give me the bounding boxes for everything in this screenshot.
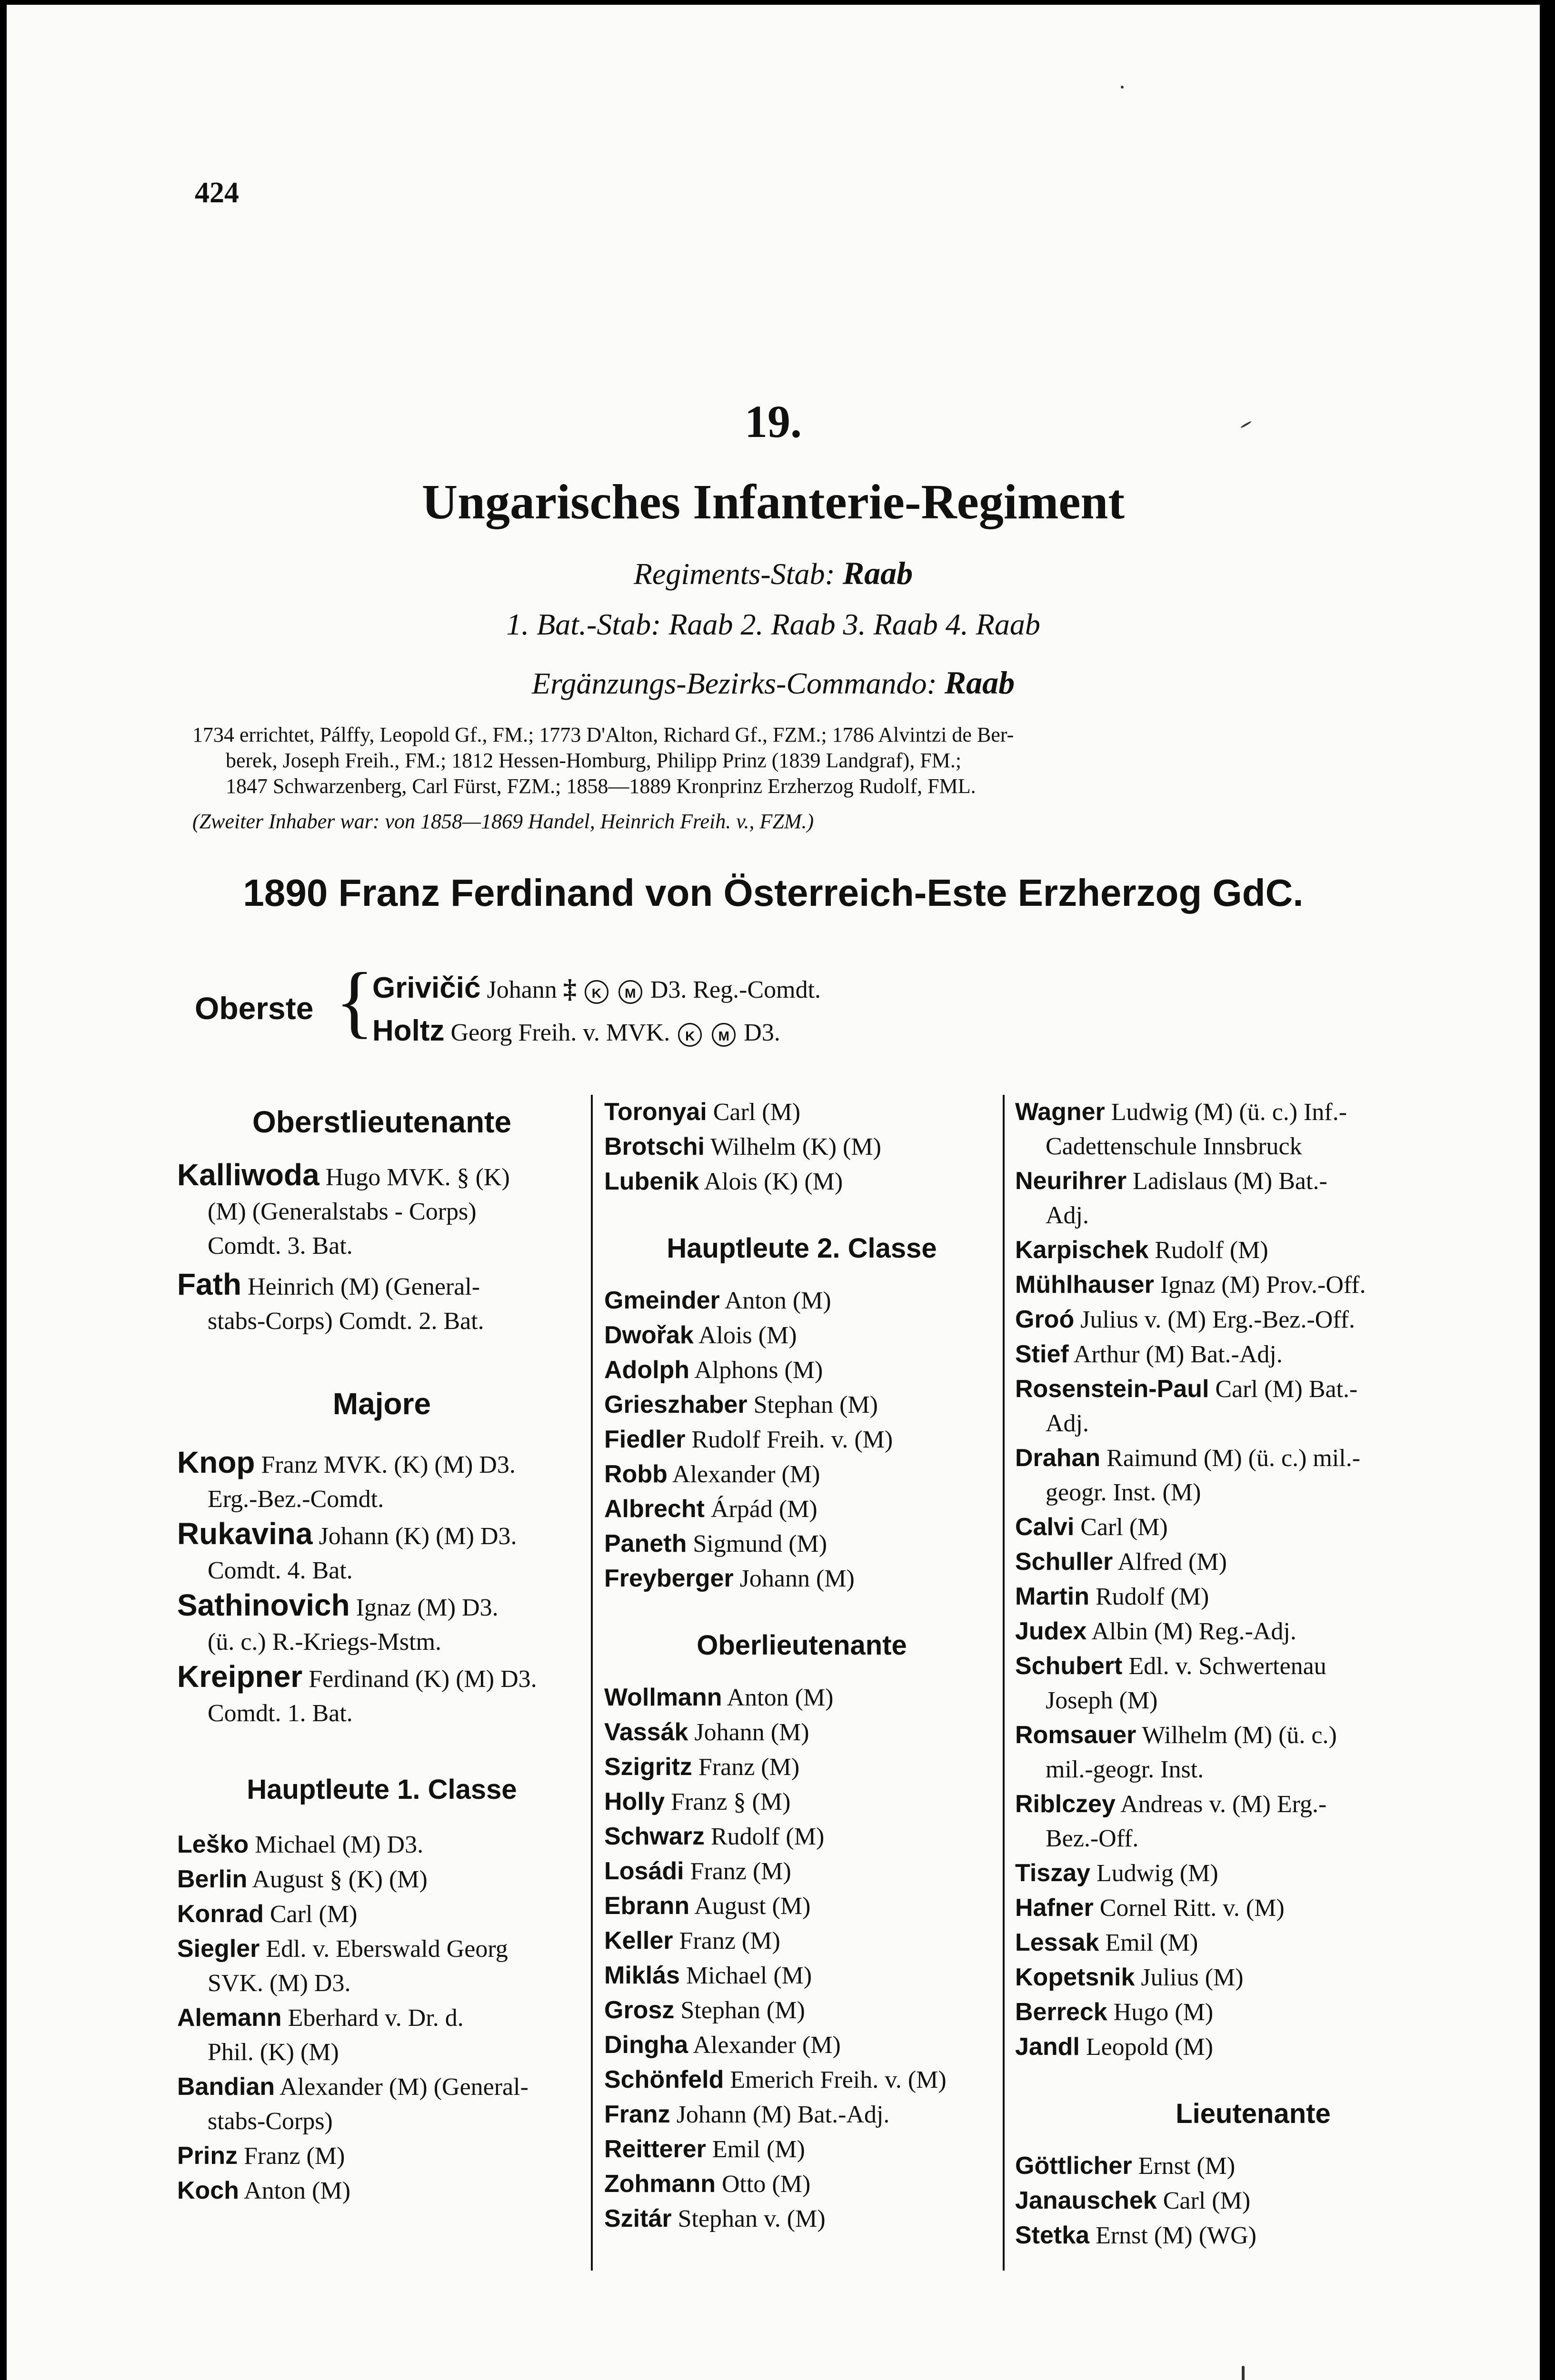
list-item: Lessak Emil (M)	[1015, 1929, 1198, 1956]
section-heading-lieutenante: Lieutenante	[1176, 2098, 1331, 2129]
erganzung-line	[7, 664, 1540, 702]
list-item: Szitár Stephan v. (M)	[604, 2205, 826, 2232]
list-item: Siegler Edl. v. Eberswald Georg	[177, 1935, 508, 1963]
list-item: Adj.	[1046, 1410, 1089, 1437]
list-item: Alemann Eberhard v. Dr. d.	[177, 2004, 464, 2032]
list-item: Toronyai Carl (M)	[604, 1098, 801, 1126]
list-item: Romsauer Wilhelm (M) (ü. c.)	[1015, 1721, 1337, 1749]
list-item: Franz Johann (M) Bat.-Adj.	[604, 2101, 890, 2128]
list-item: (ü. c.) R.-Kriegs-Mstm.	[208, 1628, 442, 1656]
list-item: Janauschek Carl (M)	[1015, 2187, 1251, 2214]
order-cross-icon: ‡	[563, 974, 577, 1004]
list-item: Brotschi Wilhelm (K) (M)	[604, 1133, 881, 1160]
column-2	[604, 1095, 999, 2236]
list-item: Hafner Cornel Ritt. v. (M)	[1015, 1894, 1285, 1922]
list-item: Dwořak Alois (M)	[604, 1321, 797, 1349]
history-line-3: 1847 Schwarzenberg, Carl Fürst, FZM.; 1858—1889 Kronprinz Erzherzog Rudolf, FML.	[226, 774, 976, 798]
list-item: Mühlhauser Ignaz (M) Prov.-Off.	[1015, 1271, 1366, 1299]
list-item: Wagner Ludwig (M) (ü. c.) Inf.-	[1015, 1098, 1347, 1126]
list-item: Rosenstein-Paul Carl (M) Bat.-	[1015, 1375, 1358, 1403]
list-item: Wollmann Anton (M)	[604, 1684, 834, 1711]
list-item: Knop Franz MVK. (K) (M) D3.	[177, 1445, 516, 1479]
list-item: Sathinovich Ignaz (M) D3.	[177, 1588, 498, 1622]
second-owner-note: (Zweiter Inhaber war: von 1858—1869 Handel, Heinrich Freih. v., FZM.)	[192, 810, 814, 833]
scan-speck	[1242, 2366, 1245, 2380]
list-item: Leško Michael (M) D3.	[177, 1831, 424, 1858]
list-item: stabs-Corps)	[208, 2108, 333, 2135]
list-item: Cadettenschule Innsbruck	[1046, 1133, 1302, 1160]
oberstlieutenante-list	[177, 1158, 587, 1339]
oberst-entry-2	[372, 1014, 780, 1048]
list-item: Berlin August § (K) (M)	[177, 1865, 428, 1893]
list-item: Jandl Leopold (M)	[1015, 2033, 1213, 2061]
list-item: Prinz Franz (M)	[177, 2142, 345, 2170]
regiment-owner: 1890 Franz Ferdinand von Österreich-Este Erzherzog GdC.	[243, 872, 1304, 914]
list-item: Miklás Michael (M)	[604, 1962, 812, 1989]
column-rule-left	[591, 1095, 593, 2271]
list-item: Joseph (M)	[1046, 1687, 1158, 1714]
list-item: Rukavina Johann (K) (M) D3.	[177, 1517, 517, 1551]
m-badge-icon: M	[712, 1023, 736, 1047]
list-item: Zohmann Otto (M)	[604, 2170, 811, 2198]
oberst-tail: D3. Reg.-Comdt.	[650, 976, 821, 1003]
list-item: Dingha Alexander (M)	[604, 2031, 841, 2059]
column-3	[1015, 1095, 1491, 2253]
list-item: Erg.-Bez.-Comdt.	[208, 1486, 384, 1513]
list-item: Riblczey Andreas v. (M) Erg.-	[1015, 1790, 1327, 1818]
list-item: Grosz Stephan (M)	[604, 1996, 805, 2024]
majore-list	[177, 1445, 587, 1731]
list-item: Göttlicher Ernst (M)	[1015, 2152, 1236, 2180]
oberst-name: Grivičić	[372, 972, 481, 1004]
battalion-staff-line: 1. Bat.-Stab: Raab 2. Raab 3. Raab 4. Raab	[506, 607, 1040, 641]
regiment-title: Ungarisches Infanterie-Regiment	[422, 475, 1125, 529]
list-item: Vassák Johann (M)	[604, 1718, 809, 1746]
list-item: Comdt. 4. Bat.	[208, 1557, 353, 1584]
column-rule-right	[1003, 1095, 1005, 2271]
section-heading-hauptleute-1: Hauptleute 1. Classe	[247, 1774, 517, 1805]
erganzung-label: Ergänzungs-Bezirks-Commando:	[531, 666, 937, 700]
column-1	[177, 1095, 587, 2208]
list-item: Stief Arthur (M) Bat.-Adj.	[1015, 1340, 1283, 1368]
list-item: (M) (Generalstabs - Corps)	[208, 1198, 477, 1225]
list-item: Judex Albin (M) Reg.-Adj.	[1015, 1617, 1296, 1645]
list-item: Fath Heinrich (M) (General-	[177, 1267, 480, 1301]
list-item: Phil. (K) (M)	[208, 2039, 339, 2066]
list-item: Reitterer Emil (M)	[604, 2135, 805, 2163]
hauptleute-2-list	[604, 1283, 999, 1596]
list-item: Schuller Alfred (M)	[1015, 1548, 1227, 1576]
hauptleute-1-list	[177, 1827, 587, 2208]
list-item: Groó Julius v. (M) Erg.-Bez.-Off.	[1015, 1306, 1355, 1333]
list-item: Holly Franz § (M)	[604, 1788, 791, 1815]
list-item: Adolph Alphons (M)	[604, 1356, 823, 1384]
regiment-staff-place: Raab	[842, 555, 913, 591]
list-item: Bez.-Off.	[1046, 1825, 1139, 1852]
list-item: SVK. (M) D3.	[208, 1970, 351, 1997]
list-item: Ebrann August (M)	[604, 1892, 811, 1920]
list-item: Karpischek Rudolf (M)	[1015, 1236, 1268, 1264]
scan-speck	[1121, 86, 1124, 89]
list-item: Bandian Alexander (M) (General-	[177, 2073, 528, 2101]
list-item: Comdt. 1. Bat.	[208, 1700, 353, 1727]
list-item: Losádi Franz (M)	[604, 1857, 791, 1885]
list-item: Comdt. 3. Bat.	[208, 1232, 353, 1259]
regiment-number: 19.	[745, 396, 802, 447]
list-item: Albrecht Árpád (M)	[604, 1495, 817, 1523]
m-badge-icon: M	[618, 980, 642, 1004]
list-item: Adj.	[1046, 1202, 1089, 1229]
list-item: geogr. Inst. (M)	[1046, 1479, 1201, 1506]
oberst-given: Johann	[487, 976, 557, 1003]
list-item: Neurihrer Ladislaus (M) Bat.-	[1015, 1167, 1327, 1195]
list-item: Koch Anton (M)	[177, 2177, 351, 2204]
oberste-label: Oberste	[195, 991, 314, 1026]
list-item: Lubenik Alois (K) (M)	[604, 1168, 843, 1195]
section-heading-hauptleute-2: Hauptleute 2. Classe	[667, 1233, 937, 1264]
history-line-2: berek, Joseph Freih., FM.; 1812 Hessen-Homburg, Philipp Prinz (1839 Landgraf), FM.;	[226, 749, 962, 772]
oberste-brace: {	[335, 956, 374, 1046]
oberst-name: Holtz	[372, 1014, 445, 1047]
list-item: Schwarz Rudolf (M)	[604, 1823, 825, 1850]
history-line-1: 1734 errichtet, Pálffy, Leopold Gf., FM.; 1773 D'Alton, Richard Gf., FZM.; 1786 Alvintzi de Ber-	[192, 723, 1014, 746]
document-page	[7, 5, 1540, 2380]
section-heading-oberlieutenante: Oberlieutenante	[697, 1630, 907, 1661]
page-number: 424	[195, 177, 239, 209]
regiment-staff-label: Regiments-Stab:	[633, 557, 835, 591]
list-item: Paneth Sigmund (M)	[604, 1530, 827, 1557]
list-item: Berreck Hugo (M)	[1015, 1998, 1214, 2026]
list-item: Kreipner Ferdinand (K) (M) D3.	[177, 1659, 537, 1694]
list-item: Schubert Edl. v. Schwertenau	[1015, 1652, 1326, 1680]
column-3-top-list	[1015, 1095, 1491, 2064]
oberlieutenante-list	[604, 1680, 999, 2236]
list-item: Schönfeld Emerich Freih. v. (M)	[604, 2066, 947, 2093]
list-item: Freyberger Johann (M)	[604, 1565, 855, 1592]
list-item: Drahan Raimund (M) (ü. c.) mil.-	[1015, 1444, 1361, 1472]
list-item: mil.-geogr. Inst.	[1046, 1756, 1204, 1783]
erganzung-place: Raab	[944, 664, 1015, 701]
oberst-given: Georg Freih. v. MVK.	[450, 1019, 670, 1046]
column-2-top-list	[604, 1095, 999, 1199]
regiment-staff-line	[7, 555, 1540, 592]
list-item: Gmeinder Anton (M)	[604, 1287, 831, 1314]
lieutenante-list	[1015, 2149, 1491, 2253]
k-badge-icon: K	[678, 1023, 702, 1047]
list-item: Robb Alexander (M)	[604, 1460, 820, 1488]
list-item: Keller Franz (M)	[604, 1927, 780, 1954]
list-item: Calvi Carl (M)	[1015, 1513, 1168, 1541]
list-item: Fiedler Rudolf Freih. v. (M)	[604, 1426, 893, 1453]
list-item: Konrad Carl (M)	[177, 1900, 358, 1928]
oberst-tail: D3.	[744, 1019, 780, 1046]
section-heading-oberstlieutenante: Oberstlieutenante	[252, 1105, 512, 1139]
k-badge-icon: K	[585, 980, 608, 1004]
list-item: Szigritz Franz (M)	[604, 1753, 800, 1781]
list-item: Stetka Ernst (M) (WG)	[1015, 2221, 1256, 2249]
section-heading-majore: Majore	[332, 1387, 431, 1421]
list-item: Tiszay Ludwig (M)	[1015, 1859, 1218, 1887]
list-item: Kalliwoda Hugo MVK. § (K)	[177, 1158, 510, 1192]
list-item: Martin Rudolf (M)	[1015, 1583, 1209, 1610]
list-item: Kopetsnik Julius (M)	[1015, 1964, 1244, 1991]
list-item: Grieszhaber Stephan (M)	[604, 1391, 878, 1418]
list-item: stabs-Corps) Comdt. 2. Bat.	[208, 1308, 484, 1335]
oberst-entry-1	[372, 971, 821, 1005]
